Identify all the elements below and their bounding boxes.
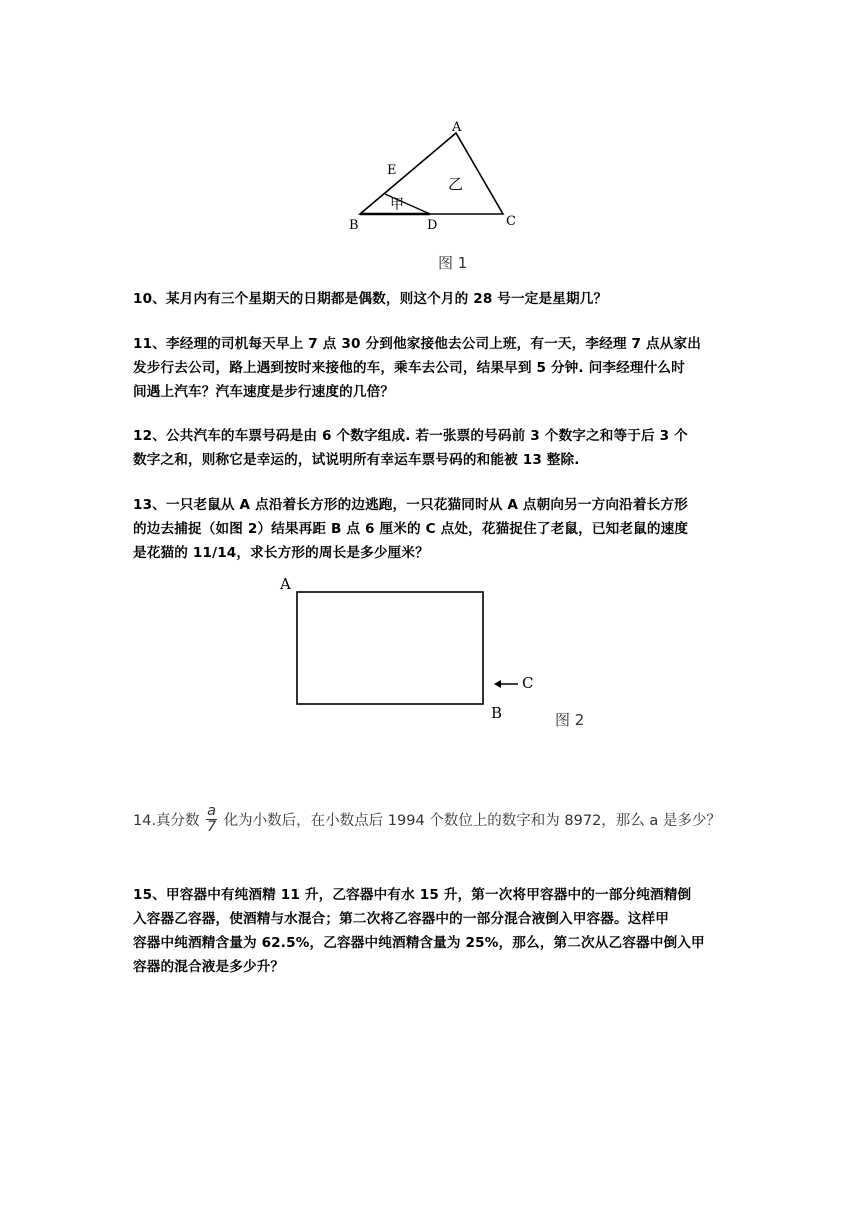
problem-11	[133, 332, 743, 404]
problem-line: 13、一只老鼠从 A 点沿着长方形的边逃跑，一只花猫同时从 A 点朝向另一方向沿着长方形	[133, 497, 688, 513]
label-c: C	[522, 674, 534, 692]
label-yi: 乙	[448, 175, 464, 193]
arrowhead	[494, 680, 501, 688]
figure-1-triangle	[330, 112, 530, 277]
problem-line: 10、某月内有三个星期天的日期都是偶数，则这个月的 28 号一定是星期几？	[133, 291, 608, 307]
label-b: B	[491, 704, 503, 722]
problem-line: 数字之和，则称它是幸运的，试说明所有幸运车票号码的和能被 13 整除.	[133, 452, 580, 468]
figure-2-caption: 图 2	[555, 711, 585, 729]
problem-line: 15、甲容器中有纯酒精 11 升，乙容器中有水 15 升，第一次将甲容器中的一部分纯酒精倒	[133, 887, 692, 903]
fraction-denominator: 7	[207, 819, 217, 835]
problem-15	[133, 883, 743, 979]
label-c: C	[506, 214, 516, 229]
problem-line: 是花猫的 11/14，求长方形的周长是多少厘米？	[133, 545, 429, 561]
fraction-numerator: a	[207, 803, 217, 819]
problem-line: 容器的混合液是多少升？	[133, 959, 285, 975]
problem-line: 入容器乙容器，使酒精与水混合；第二次将乙容器中的一部分混合液倒入甲容器。这样甲	[133, 911, 670, 927]
problem-line: 的边去捕捉（如图 2）结果再距 B 点 6 厘米的 C 点处，花猫捉住了老鼠，已知老鼠的速度	[133, 521, 689, 537]
label-a: A	[452, 120, 462, 135]
problem-14-suffix: 化为小数后，在小数点后 1994 个数位上的数字和为 8972，那么 a 是多少？	[223, 813, 721, 829]
rectangle	[297, 592, 483, 704]
label-d: D	[427, 218, 438, 233]
figure-2-rectangle	[275, 570, 605, 735]
fraction-a-over-7	[206, 804, 217, 835]
problem-line: 间遇上汽车？汽车速度是步行速度的几倍？	[133, 384, 395, 400]
problem-line: 12、公共汽车的车票号码是由 6 个数字组成. 若一张票的号码前 3 个数字之和等于后 3 个	[133, 428, 688, 444]
triangle-abc	[360, 133, 503, 214]
problem-12	[133, 424, 743, 472]
label-b: B	[349, 218, 359, 233]
problem-14	[133, 804, 783, 844]
label-jia: 甲	[390, 197, 404, 213]
problem-10	[133, 287, 743, 311]
problem-line: 容器中纯酒精含量为 62.5%，乙容器中纯酒精含量为 25%，那么，第二次从乙容器中倒入甲	[133, 935, 705, 951]
figure-1-caption: 图 1	[438, 254, 468, 272]
problem-line: 11、李经理的司机每天早上 7 点 30 分到他家接他去公司上班，有一天，李经理 7 点从家出	[133, 336, 701, 352]
label-e: E	[387, 163, 397, 178]
problem-14-prefix: 14.真分数	[133, 813, 200, 829]
problem-13	[133, 493, 743, 565]
problem-line: 发步行去公司，路上遇到按时来接他的车，乘车去公司，结果早到 5 分钟. 问李经理什么时	[133, 360, 685, 376]
label-a: A	[280, 575, 291, 593]
